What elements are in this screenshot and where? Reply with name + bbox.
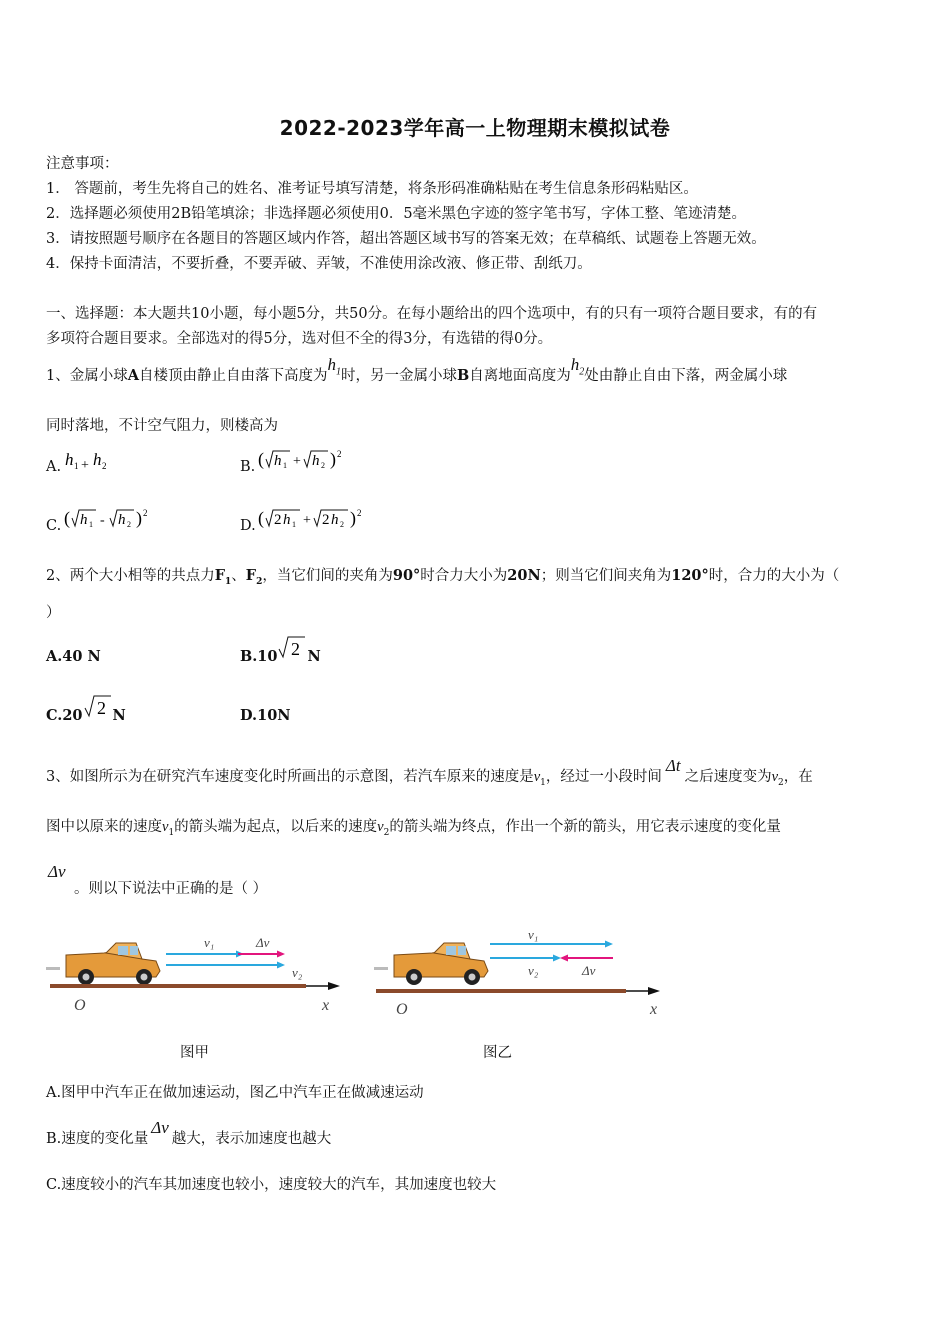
- svg-text:h: h: [65, 450, 74, 469]
- fig-yi-v2-label: v₂: [528, 963, 539, 978]
- svg-text:2: 2: [274, 512, 282, 528]
- q3-delta-v: Δv: [48, 862, 66, 881]
- notice-item-3: 3．请按照题号顺序在各题目的答题区域内作答，超出答题区域书写的答案无效；在草稿纸、试题卷上答题无效。: [46, 231, 766, 247]
- q1-text-b: 自楼顶由静止自由落下高度为: [139, 368, 328, 384]
- q1-option-c-label: C.: [46, 518, 62, 534]
- fig-jia-x-label: x: [322, 997, 330, 1014]
- fig-yi-v1-label: v₁: [528, 927, 539, 942]
- svg-text:2: 2: [291, 639, 301, 659]
- q1-option-b-formula: [256, 445, 356, 475]
- svg-text:2: 2: [102, 461, 107, 471]
- svg-text:1: 1: [89, 520, 93, 529]
- figure-yi: [372, 925, 672, 1025]
- q3-line-3: 。则以下说法中正确的是（ ）: [74, 881, 268, 897]
- q3-delta-t: Δt: [665, 756, 681, 775]
- svg-text:1: 1: [292, 520, 296, 529]
- q3-option-a: A.图甲中汽车正在做加速运动，图乙中汽车正在做减速运动: [46, 1085, 424, 1101]
- svg-text:2: 2: [143, 508, 148, 518]
- notice-item-2: 2．选择题必须使用2B铅笔填涂；非选择题必须使用0．5毫米黑色字迹的签字笔书写，字体工整、笔迹清楚。: [46, 206, 747, 222]
- figure-jia-caption: 图甲: [180, 1045, 209, 1061]
- q1-text-d: 自离地面高度为: [469, 368, 571, 384]
- q2-option-c-sqrt: [83, 692, 113, 720]
- svg-text:2: 2: [127, 520, 131, 529]
- svg-text:+: +: [81, 458, 89, 473]
- q1-option-a-label: A.: [46, 459, 62, 475]
- q1-h1-symbol: $h_1$: [327, 355, 341, 378]
- svg-text:-: -: [100, 513, 105, 528]
- q2-option-b: B.10 2 N: [240, 633, 321, 661]
- q1-ball-b: B: [457, 367, 470, 384]
- q1-option-a-formula: [63, 445, 123, 475]
- q1-text-c: 时，另一金属小球: [341, 368, 457, 384]
- q2-option-a: A.40 N: [46, 648, 101, 665]
- notice-item-1: 1． 答题前，考生先将自己的姓名、准考证号填写清楚，将条形码准确粘贴在考生信息条形码粘贴区。: [46, 181, 698, 197]
- q1-h2-symbol: $h_2$: [570, 355, 585, 378]
- car-icon: [374, 943, 488, 985]
- section-heading-line-1: 一、选择题：本大题共10小题，每小题5分，共50分。在每小题给出的四个选项中，有的只有一项符合题目要求，有的有: [46, 306, 818, 322]
- svg-text:+: +: [293, 454, 301, 469]
- svg-text:h: h: [331, 512, 339, 528]
- svg-text:): ): [350, 508, 356, 528]
- svg-text:2: 2: [321, 461, 325, 470]
- q3-option-b-delta-v: Δv: [151, 1118, 169, 1137]
- fig-jia-v2-label: v₂: [292, 965, 303, 980]
- notice-item-4: 4．保持卡面清洁，不要折叠，不要弄破、弄皱，不准使用涂改液、修正带、刮纸刀。: [46, 256, 592, 272]
- svg-text:): ): [136, 508, 142, 528]
- svg-text:h: h: [118, 512, 126, 528]
- notice-heading: 注意事项：: [46, 156, 119, 172]
- section-heading-line-2: 多项符合题目要求。全部选对的得5分，选对但不全的得3分，有选错的得0分。: [46, 331, 553, 347]
- svg-text:(: (: [258, 508, 264, 528]
- figure-yi-caption: 图乙: [483, 1045, 512, 1061]
- q3-line-2: 图中以原来的速度$v_1$的箭头端为起点，以后来的速度$v_2$的箭头端为终点，作出一个新的箭头，用它表示速度的变化量: [46, 819, 781, 838]
- q2-option-b-sqrt: [277, 633, 307, 661]
- figure-jia: [44, 925, 344, 1025]
- q1-option-b-label: B.: [240, 459, 256, 475]
- fig-yi-dv-label: Δv: [582, 963, 596, 978]
- svg-text:): ): [330, 449, 336, 469]
- fig-jia-v1-label: v₁: [204, 935, 215, 950]
- q1-line-1: [46, 355, 788, 387]
- svg-text:2: 2: [96, 698, 106, 718]
- q3-option-b: B.速度的变化量Δv越大，表示加速度也越大: [46, 1118, 332, 1147]
- q2-line-1: 2、两个大小相等的共点力$F_1$、$F_2$，当它们间的夹角为90°时合力大小为20N；则当它们间夹角为120°时，合力的大小为（: [46, 567, 840, 587]
- svg-text:+: +: [303, 513, 311, 528]
- svg-text:(: (: [64, 508, 70, 528]
- fig-jia-dv-label: Δv: [256, 935, 270, 950]
- svg-text:2: 2: [340, 520, 344, 529]
- svg-text:2: 2: [357, 508, 362, 518]
- svg-text:1: 1: [74, 461, 79, 471]
- fig-yi-x-label: x: [650, 1001, 658, 1018]
- svg-text:2: 2: [322, 512, 330, 528]
- q2-option-d: D.10N: [240, 707, 291, 724]
- svg-text:h: h: [283, 512, 291, 528]
- q3-line-1: 3、如图所示为在研究汽车速度变化时所画出的示意图，若汽车原来的速度是$v_1$，经过一小段时间Δt之后速度变为$v_2$，在: [46, 756, 813, 788]
- q1-option-d-formula: [256, 504, 376, 534]
- fig-jia-origin-label: O: [74, 997, 86, 1014]
- page-title: 2022-2023学年高一上物理期末模拟试卷: [279, 116, 671, 140]
- x-axis-arrowhead: [328, 982, 340, 990]
- svg-text:h: h: [274, 453, 282, 469]
- svg-text:(: (: [258, 449, 264, 469]
- q1-line-2: 同时落地，不计空气阻力，则楼高为: [46, 418, 278, 434]
- svg-text:1: 1: [283, 461, 287, 470]
- q1-option-c-formula: [62, 504, 162, 534]
- svg-text:2: 2: [337, 449, 342, 459]
- q1-ball-a: A: [127, 367, 139, 384]
- svg-text:h: h: [80, 512, 88, 528]
- q2-option-c: C.20 2 N: [46, 692, 126, 720]
- fig-yi-origin-label: O: [396, 1001, 408, 1018]
- q1-option-d-label: D.: [240, 518, 256, 534]
- svg-text:h: h: [93, 450, 102, 469]
- q1-text-a: 1、金属小球: [46, 368, 128, 384]
- car-icon: [46, 943, 160, 985]
- svg-text:h: h: [312, 453, 320, 469]
- q3-option-c: C.速度较小的汽车其加速度也较小，速度较大的汽车，其加速度也较大: [46, 1177, 497, 1193]
- q2-line-2: ）: [46, 605, 61, 621]
- q1-text-e: 处由静止自由下落，两金属小球: [584, 368, 788, 384]
- x-axis-arrowhead: [648, 987, 660, 995]
